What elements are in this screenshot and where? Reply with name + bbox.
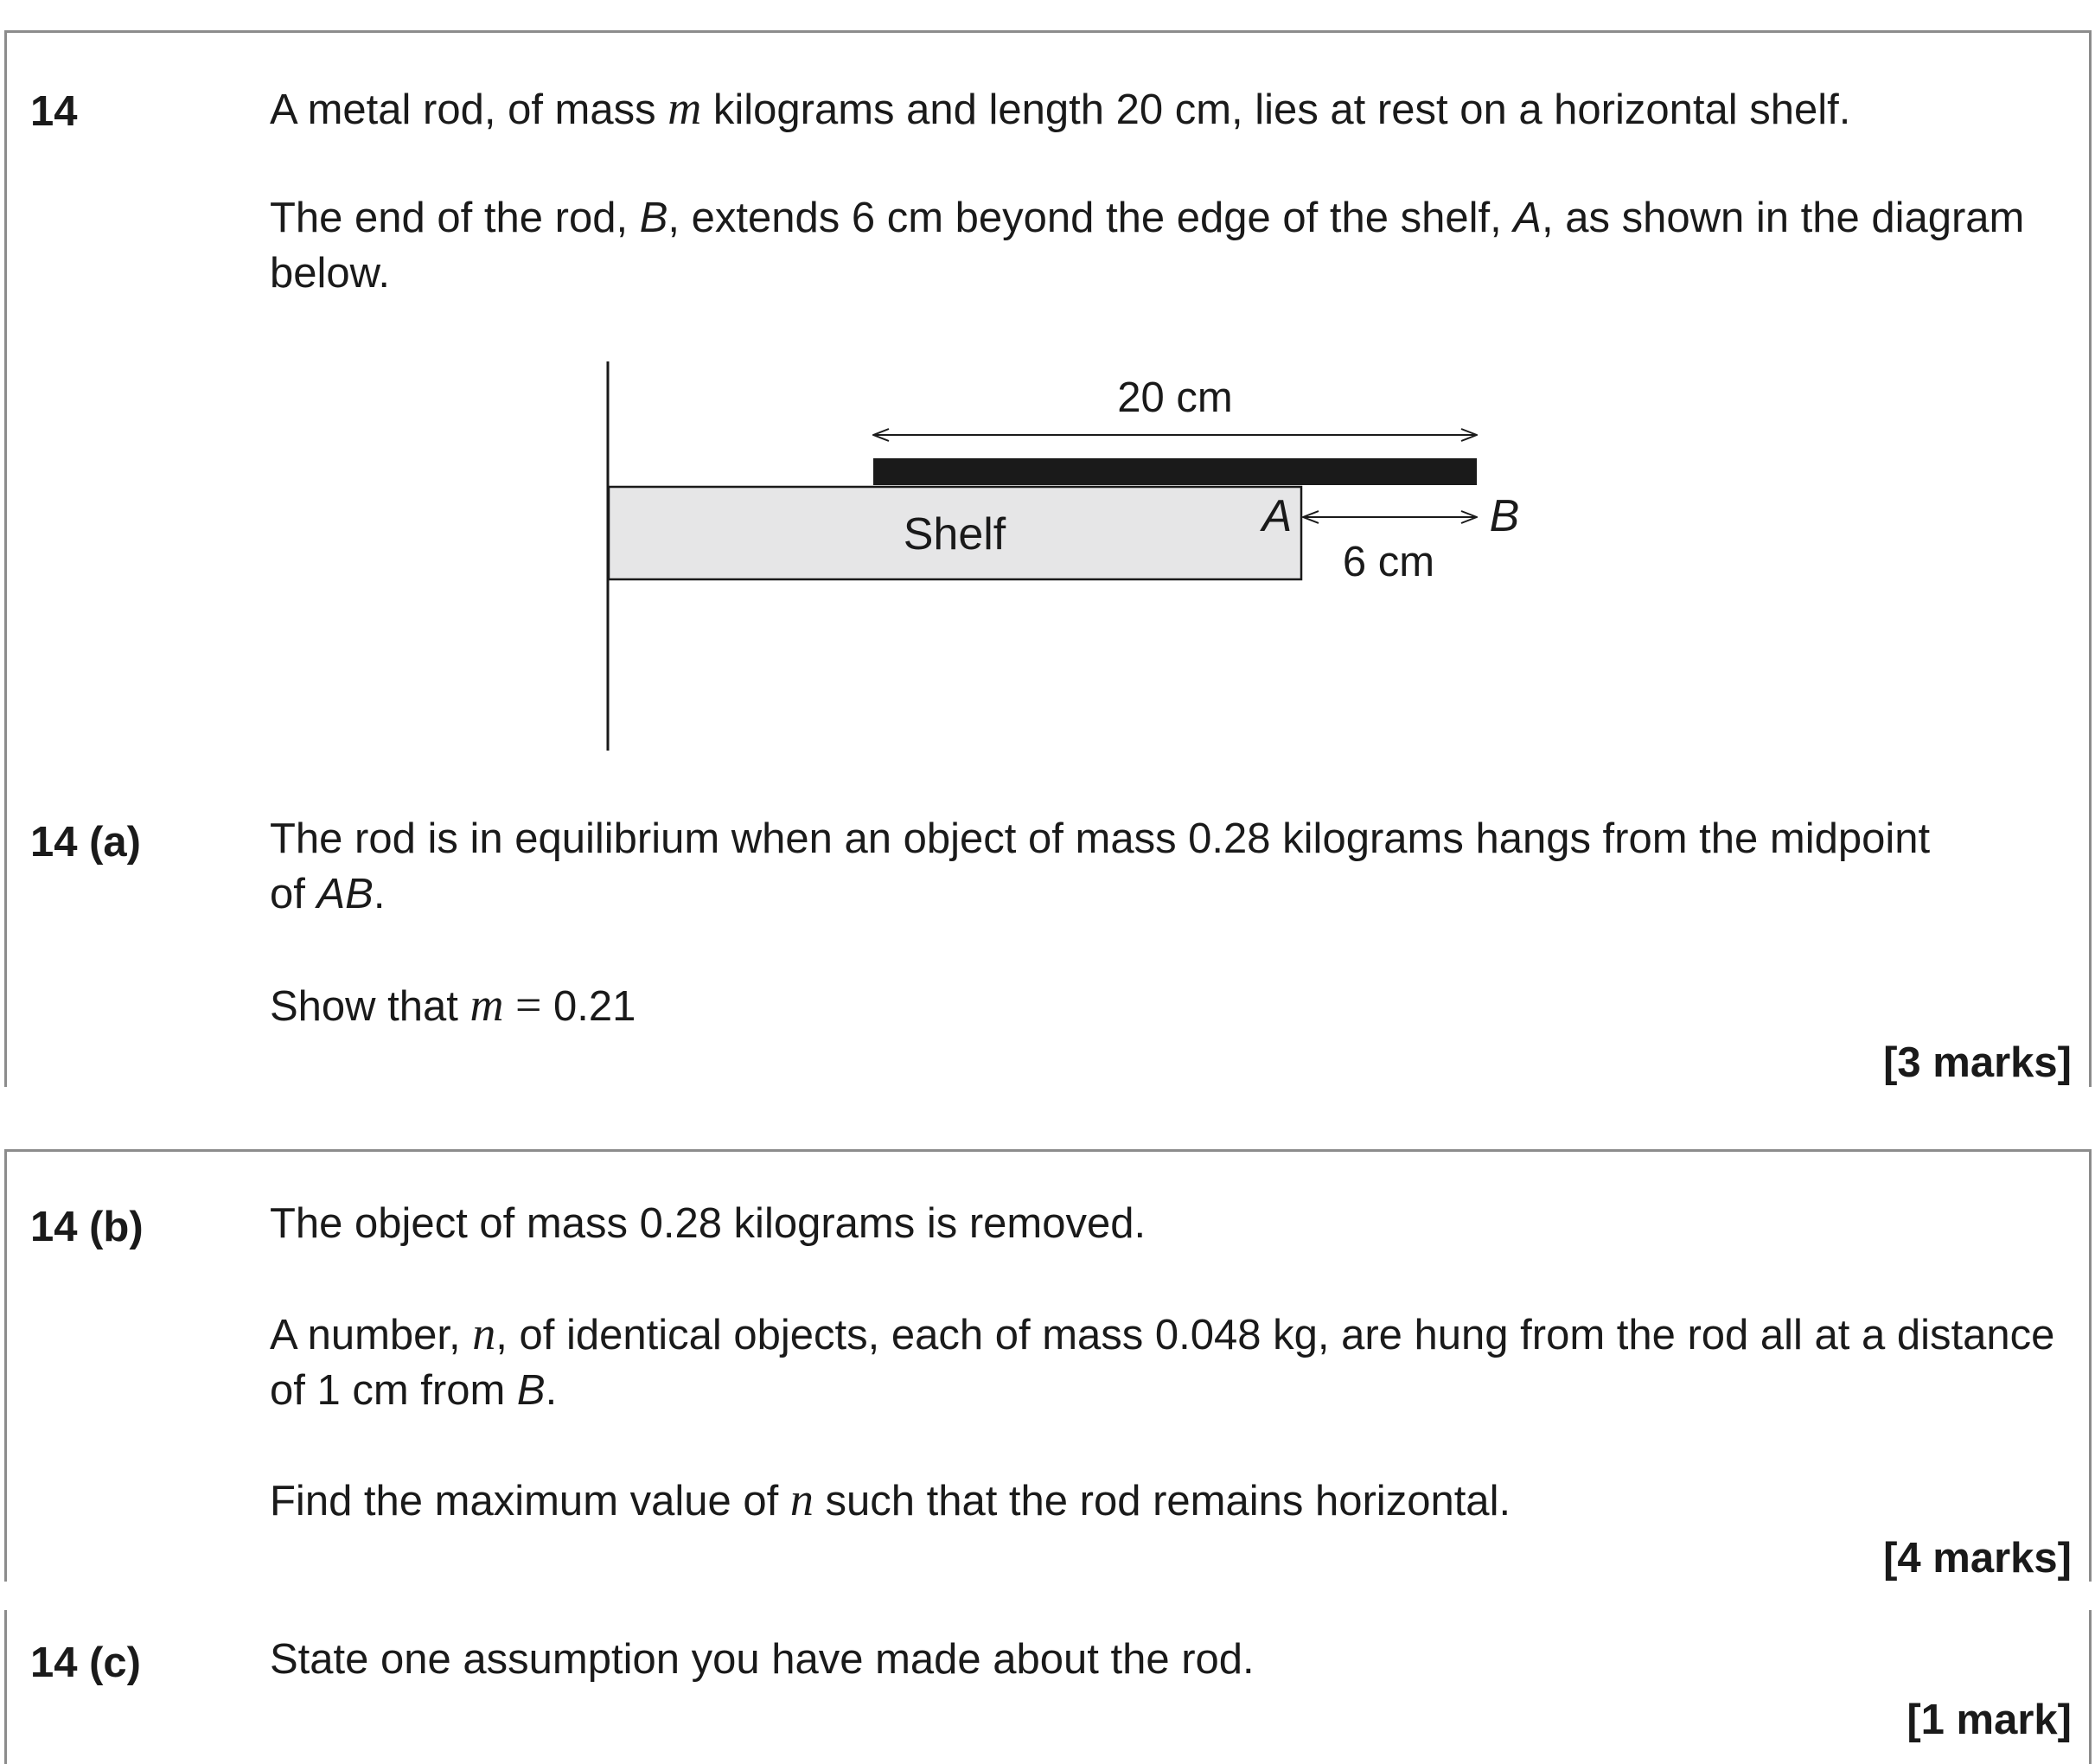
var-m-a: m [469,979,504,1031]
part-c-line-1: State one assumption you have made about the rod. [270,1636,1255,1683]
part-a-line-1 [270,811,1964,922]
part-b-line-2-mid: , of identical objects, each of mass 0.048 kg, are hung from the rod all at a distance of 1 cm from [270,1312,2055,1414]
part-b-line-3-pre: Find the maximum value of [270,1478,790,1524]
rod-length-label: 20 cm [1117,374,1233,421]
part-b-line-2-pre: A number, [270,1312,473,1358]
intro-1-post: kilograms and length 20 cm, lies at rest on a horizontal shelf. [701,86,1851,133]
point-b-ref-2: B [516,1367,546,1414]
segment-ab: AB [316,871,374,917]
part-a-show-that: Show that [270,983,470,1030]
part-c-marks: [1 mark] [1907,1697,2072,1743]
part-b-line-2 [270,1306,2077,1418]
question-number: 14 [30,88,78,135]
part-b-line-1: The object of mass 0.28 kilograms is removed. [270,1200,1147,1247]
intro-2-t1: The end of the rod, [270,195,640,241]
intro-1-pre: A metal rod, of mass [270,86,668,133]
intro-2-t2: , extends 6 cm beyond the edge of the shelf, [667,195,1514,241]
var-m: m [667,82,702,134]
shelf-label: Shelf [903,509,1006,559]
metal-rod [873,458,1477,485]
overhang-label: 6 cm [1342,539,1435,585]
part-b-line-3 [270,1472,2068,1529]
var-n-2: n [789,1473,814,1525]
equals-sign: = [503,979,553,1031]
var-n: n [472,1307,496,1359]
part-b-label: 14 (b) [30,1204,144,1250]
part-b-marks: [4 marks] [1883,1535,2072,1582]
part-b-line-3-post: such that the rod remains horizontal. [813,1478,1511,1524]
intro-2-t3: , as shown in the diagram below. [270,195,2025,297]
point-b-ref: B [639,195,668,241]
value-m: 0.21 [553,983,636,1030]
part-a-label: 14 (a) [30,819,142,866]
part-a-line-2 [270,977,2068,1034]
part-c-label: 14 (c) [30,1639,142,1686]
part-a-marks: [3 marks] [1883,1039,2072,1086]
point-a-label: A [1261,491,1293,541]
part-a-line-1-post: . [373,871,386,917]
part-b-line-2-post: . [545,1367,558,1414]
point-a-ref: A [1513,195,1542,241]
point-b-label: B [1489,491,1520,541]
part-a-line-1-pre: The rod is in equilibrium when an object of mass 0.28 kilograms hangs from the midpoint of [270,815,1931,917]
